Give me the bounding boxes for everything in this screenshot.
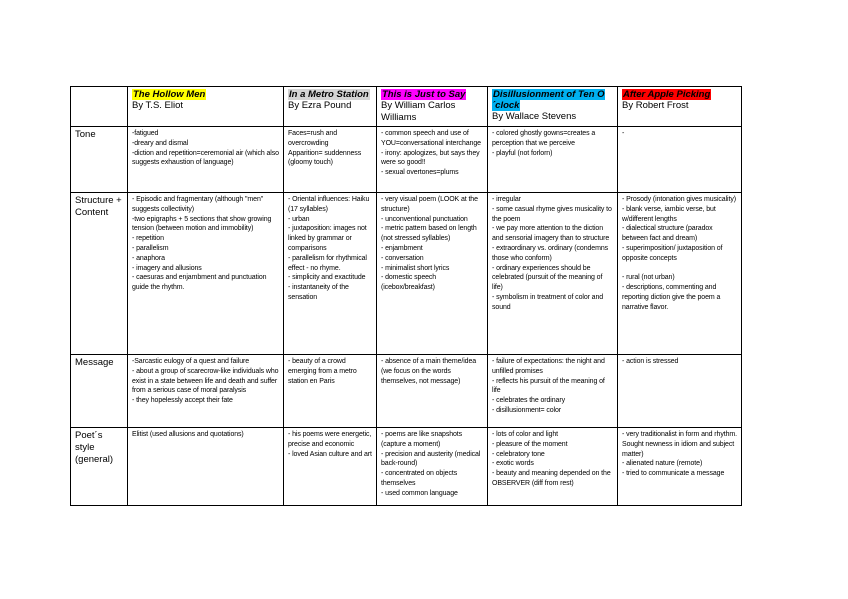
cell-line: - anaphora: [132, 254, 165, 262]
cell-line: - beauty of a crowd emerging from a metro station en Paris: [288, 358, 357, 385]
cell-line: - pleasure of the moment: [492, 440, 568, 448]
header-row: [71, 87, 742, 127]
poem-comparison-table: [70, 86, 742, 506]
cell-line: -Sarcastic eulogy of a quest and failure: [132, 358, 250, 365]
cell-line: - unconventional punctuation: [381, 215, 468, 223]
tone-cell: [618, 127, 742, 193]
poem-author: By Ezra Pound: [288, 100, 352, 111]
tone-cell: [284, 127, 377, 193]
poem-header: [377, 87, 488, 127]
cell-line: - juxtaposition: images not linked by grammar or comparisons: [288, 225, 367, 252]
cell-line: Elitist (used allusions and quotations): [132, 431, 244, 438]
cell-line: - irregular: [492, 196, 521, 203]
structure-cell: [377, 193, 488, 355]
cell-line: - repetition: [132, 235, 164, 243]
cell-line: - simplicity and exactitude: [288, 274, 366, 282]
row-label-tone: Tone: [71, 127, 128, 193]
message-cell: [284, 355, 377, 428]
cell-line: - used common language: [381, 489, 458, 497]
cell-line: - parallelism: [132, 244, 169, 252]
poem-title: In a Metro Station: [289, 89, 369, 100]
cell-line: - minimalist short lyrics: [381, 264, 450, 272]
cell-line: - playful (not forlorn): [492, 149, 553, 157]
poem-title: The Hollow Men: [133, 89, 206, 100]
cell-line: - enjambment: [381, 244, 423, 252]
cell-line: - concentrated on objects themselves: [381, 470, 458, 487]
cell-line: - instantaneity of the sensation: [288, 284, 349, 301]
cell-line: - caesuras and enjambment and punctuation guide the rhythm.: [132, 274, 267, 292]
cell-line: - very traditionalist in form and rhythm. Sought newness in idiom and subject matter): [622, 431, 737, 458]
cell-line: - reflects his pursuit of the meaning of life: [492, 377, 605, 395]
cell-line: - superimposition/ juxtaposition of opposite concepts: [622, 244, 723, 262]
cell-line: - failure of expectations: the night and unfilled promises: [492, 358, 605, 375]
cell-line: - irony: apologizes, but says they were so good!!: [381, 149, 480, 167]
row-label-style: Poet´s style (general): [71, 428, 128, 506]
cell-line: - parallelism for rhythmical effect - no rhyme.: [288, 254, 367, 272]
cell-line: - symbolism in treatment of color and sound: [492, 293, 604, 311]
message-cell: [128, 355, 284, 428]
style-row: [71, 428, 742, 506]
cell-line: -: [622, 130, 625, 137]
poem-author: By William Carlos Williams: [381, 100, 456, 123]
cell-line: - extraordinary vs. ordinary (condemns those who conform): [492, 244, 609, 262]
structure-cell: [128, 193, 284, 355]
cell-line: -diction and repetition=ceremonial air (which also suggests exhaustion of language): [132, 149, 279, 167]
row-label-message: Message: [71, 355, 128, 428]
structure-cell: [618, 193, 742, 355]
cell-line: - Episodic and fragmentary (although "men" suggests collectivity): [132, 196, 264, 213]
cell-line: - ordinary experiences should be celebrated (pursuit of the meaning of life): [492, 264, 603, 292]
poem-header: [488, 87, 618, 127]
poem-title: This is Just to Say: [382, 89, 466, 100]
message-cell: [618, 355, 742, 428]
cell-line: - urban: [288, 215, 310, 223]
cell-line: - poems are like snapshots (capture a moment): [381, 431, 463, 448]
cell-line: - common speech and use of YOU=conversational interchange: [381, 130, 481, 147]
structure-cell: [284, 193, 377, 355]
cell-line: - descriptions, commenting and reporting diction give the poem a narrative flavor.: [622, 284, 721, 311]
tone-row: [71, 127, 742, 193]
cell-line: - Prosody (intonation gives musicality): [622, 196, 736, 203]
cell-line: - loved Asian culture and art: [288, 450, 372, 458]
cell-line: - celebratory tone: [492, 450, 545, 458]
cell-line: - about a group of scarecrow-like individuals who exist in a state between life and death and suffer from a serious case of moral paralysis: [132, 367, 279, 395]
cell-line: - precision and austerity (medical back-round): [381, 450, 481, 468]
corner-cell: [71, 87, 128, 127]
tone-cell: [377, 127, 488, 193]
style-cell: [377, 428, 488, 506]
poem-title: Disillusionment of Ten O´clock: [492, 89, 605, 111]
tone-cell: [128, 127, 284, 193]
cell-line: - imagery and allusions: [132, 264, 202, 272]
cell-line: - domestic speech (icebox/breakfast): [381, 274, 437, 292]
cell-line: - Oriental influences: Haiku (17 syllables): [288, 196, 370, 213]
cell-line: Apparition= suddenness (gloomy touch): [288, 149, 362, 167]
cell-line: - very visual poem (LOOK at the structure): [381, 196, 478, 213]
cell-line: - sexual overtones=plums: [381, 169, 459, 177]
cell-line: Faces=rush and overcrowding: [288, 130, 337, 147]
row-label-structure: Structure + Content: [71, 193, 128, 355]
cell-line: - exotic words: [492, 460, 534, 468]
poem-author: By T.S. Eliot: [132, 100, 184, 111]
cell-line: [622, 264, 738, 274]
cell-line: - some casual rhyme gives musicality to the poem: [492, 205, 612, 223]
cell-line: - rural (not urban): [622, 274, 675, 282]
cell-line: - tried to communicate a message: [622, 470, 725, 478]
poem-author: By Robert Frost: [622, 100, 689, 111]
cell-line: - they hopelessly accept their fate: [132, 397, 233, 405]
cell-line: - dialectical structure (paradox between fact and dream): [622, 225, 713, 243]
poem-author: By Wallace Stevens: [492, 111, 577, 122]
cell-line: - disillusionment= color: [492, 406, 561, 414]
structure-cell: [488, 193, 618, 355]
cell-line: - blank verse, iambic verse, but w/different lengths: [622, 205, 716, 223]
style-cell: [284, 428, 377, 506]
cell-line: - his poems were energetic, precise and economic: [288, 431, 372, 448]
style-cell: [618, 428, 742, 506]
poem-header: [284, 87, 377, 127]
message-cell: [377, 355, 488, 428]
style-cell: [488, 428, 618, 506]
message-row: [71, 355, 742, 428]
cell-line: - lots of color and light: [492, 431, 558, 438]
cell-line: - colored ghostly gowns=creates a perception that we perceive: [492, 130, 596, 147]
cell-line: - metric pattern based on length (not stressed syllables): [381, 225, 477, 243]
structure-row: [71, 193, 742, 355]
style-cell: [128, 428, 284, 506]
cell-line: - action is stressed: [622, 358, 679, 365]
cell-line: - celebrates the ordinary: [492, 397, 565, 405]
tone-cell: [488, 127, 618, 193]
cell-line: - absence of a main theme/idea (we focus on the words themselves, not message): [381, 358, 477, 385]
cell-line: - beauty and meaning depended on the OBSERVER (diff from rest): [492, 470, 611, 487]
poem-title: After Apple Picking: [623, 89, 711, 100]
poem-header: [618, 87, 742, 127]
cell-line: - we pay more attention to the diction and sensorial imagery than to structure: [492, 225, 610, 243]
message-cell: [488, 355, 618, 428]
cell-line: -dreary and dismal: [132, 139, 189, 147]
poem-header: [128, 87, 284, 127]
cell-line: - conversation: [381, 254, 424, 262]
cell-line: -fatigued: [132, 130, 159, 137]
cell-line: - alienated nature (remote): [622, 460, 703, 468]
cell-line: -two epigraphs + 5 sections that show growing tension (between motion and immobility): [132, 215, 272, 233]
